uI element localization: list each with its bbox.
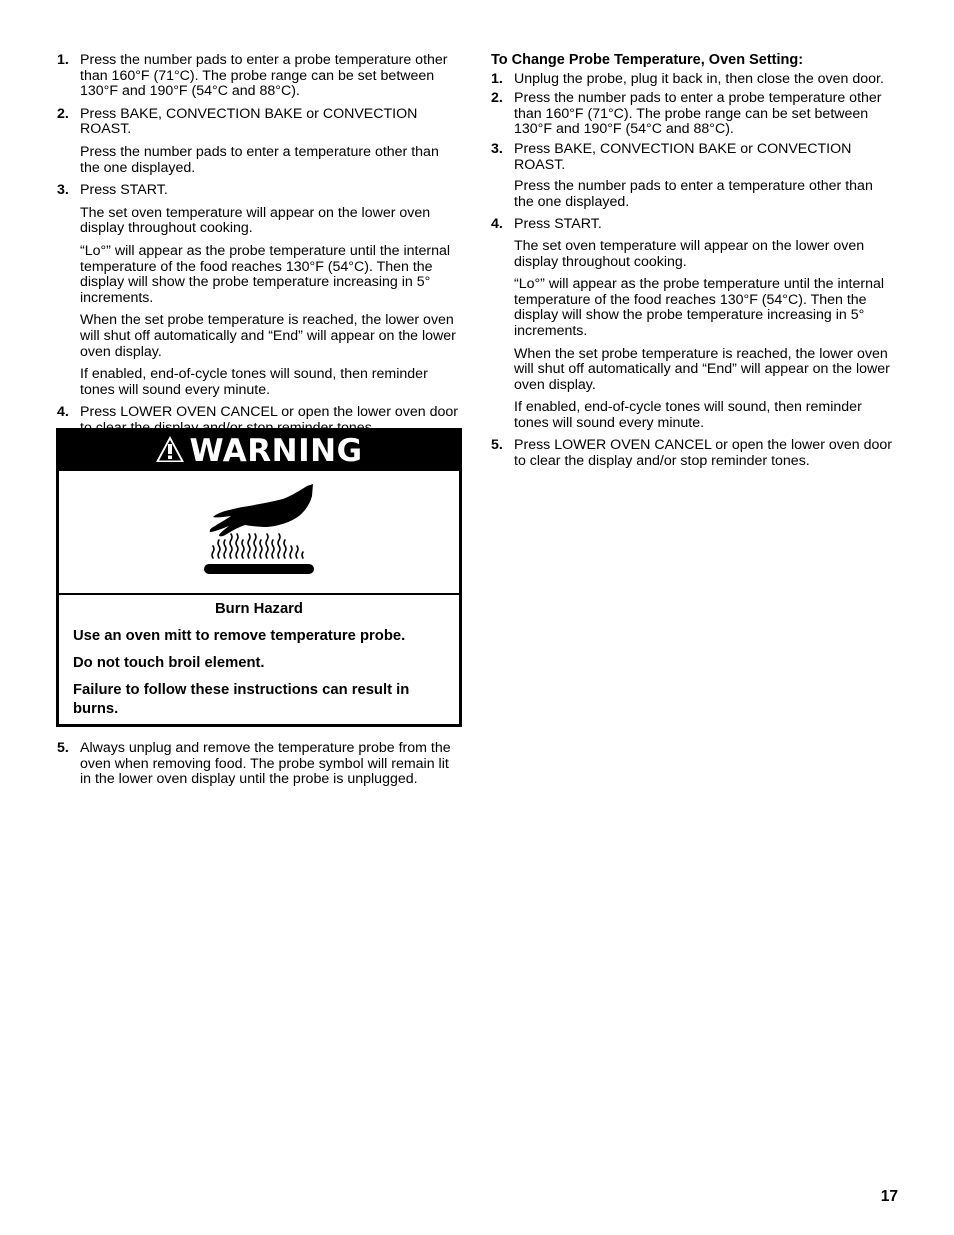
step-text: Press LOWER OVEN CANCEL or open the lower oven door to clear the display and/or stop reminder tones. xyxy=(514,437,892,470)
section-heading: To Change Probe Temperature, Oven Setting: xyxy=(491,52,804,68)
hazard-name: Burn Hazard xyxy=(215,601,303,617)
right-step-4 xyxy=(491,217,896,431)
left-step-2 xyxy=(57,107,462,176)
step-note: Press the number pads to enter a temperature other than the one displayed. xyxy=(514,178,873,210)
step-text: Press the number pads to enter a probe temperature other than 160°F (71°C). The probe range can be set between 130°F and 190°F (54°C and 88°C). xyxy=(514,90,882,138)
step-number: 1. xyxy=(491,70,503,87)
left-step-1 xyxy=(57,53,462,100)
step-number: 1. xyxy=(57,52,69,68)
step-number: 3. xyxy=(57,182,69,199)
step-text: Press LOWER OVEN CANCEL or open the lower oven door xyxy=(80,404,458,421)
warning-text xyxy=(59,595,459,719)
step-note: Press the number pads to enter a temperature other than the one displayed. xyxy=(80,143,439,176)
step-text: Press BAKE, CONVECTION BAKE or CONVECTION ROAST. xyxy=(514,140,852,173)
warning-box xyxy=(56,428,462,727)
burn-hazard-hand-icon xyxy=(201,482,317,583)
warning-triangle-icon xyxy=(155,435,185,468)
warning-line: Failure to follow these instructions can result in burns. xyxy=(73,682,410,717)
left-step-5 xyxy=(57,741,462,788)
step-number: 2. xyxy=(57,105,69,122)
step-number: 4. xyxy=(57,404,69,421)
step-note: When the set probe temperature is reached, the lower oven will shut off automatically and “End” will appear on the lower oven display. xyxy=(80,312,456,360)
step-text: Press START. xyxy=(80,182,168,199)
step-note: “Lo°” will appear as the probe temperature until the internal temperature of the food reaches 130°F (54°C). Then the display will show the probe temperature increasing in 5° increments. xyxy=(80,242,451,306)
warning-title: WARNING xyxy=(189,433,363,469)
step-text: Always unplug and remove the temperature probe from the oven when removing food. The probe symbol will remain lit in the lower oven display until the probe is unplugged. xyxy=(80,740,451,788)
step-note: When the set probe temperature is reached, the lower oven will shut off automatically and “End” will appear on the lower oven display. xyxy=(514,345,890,393)
step-text: Press BAKE, CONVECTION BAKE or CONVECTION ROAST. xyxy=(80,105,418,138)
left-step-3 xyxy=(57,183,462,398)
right-step-3 xyxy=(491,142,896,210)
step-number: 5. xyxy=(57,740,69,756)
warning-header xyxy=(59,431,459,471)
step-text: Press the number pads to enter a probe temperature other than 160°F (71°C). The probe range can be set between 130°F and 190°F (54°C and 88°C). xyxy=(80,52,448,100)
right-column xyxy=(491,53,896,474)
step-number: 5. xyxy=(491,437,503,454)
step-note: If enabled, end-of-cycle tones will sound, then reminder tones will sound every minute. xyxy=(80,366,428,398)
warning-line: Do not touch broil element. xyxy=(73,655,265,671)
step-note: The set oven temperature will appear on the lower oven display throughout cooking. xyxy=(514,237,865,270)
burn-hazard-pictogram xyxy=(59,471,459,595)
step-number: 2. xyxy=(491,90,503,107)
right-step-1 xyxy=(491,72,896,88)
step-note: “Lo°” will appear as the probe temperature until the internal temperature of the food reaches 130°F (54°C). Then the display will show the probe temperature increasing in 5° increments. xyxy=(514,276,885,339)
step-note: The set oven temperature will appear on the lower oven display throughout cooking. xyxy=(80,204,431,237)
step-note: If enabled, end-of-cycle tones will sound, then reminder tones will sound every minute. xyxy=(514,399,862,431)
step-text: Unplug the probe, plug it back in, then close the oven door. xyxy=(514,70,884,87)
right-step-5 xyxy=(491,438,896,469)
left-step-5-container xyxy=(57,741,462,795)
right-step-2 xyxy=(491,91,896,138)
warning-line: Use an oven mitt to remove temperature probe. xyxy=(73,628,406,644)
page-number: 17 xyxy=(880,1188,898,1205)
step-text: Press START. xyxy=(514,216,602,233)
step-number: 4. xyxy=(491,216,503,233)
left-column xyxy=(57,53,462,443)
step-number: 3. xyxy=(491,140,503,157)
